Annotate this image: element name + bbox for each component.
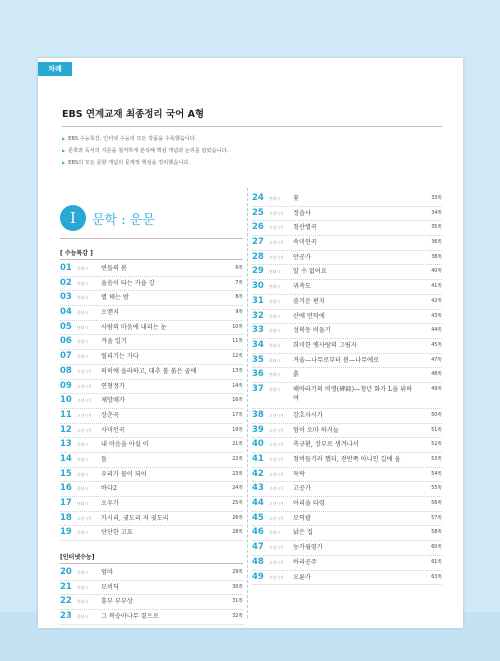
entry-genre: 고전시가 (77, 368, 92, 374)
entry-number: 46 (252, 527, 264, 538)
entry-number: 41 (252, 454, 264, 464)
entry-number: 45 (252, 512, 264, 523)
toc-entry[interactable] (60, 526, 243, 541)
entry-page: 7쪽 (235, 280, 243, 286)
entry-page: 57쪽 (431, 515, 442, 521)
entry-page: 12쪽 (232, 354, 243, 360)
entry-number: 35 (252, 354, 264, 365)
toc-entry[interactable] (252, 468, 442, 483)
entry-genre: 현대시 (77, 456, 89, 462)
intro-note: ▶ EBS 수능특강, 인터넷 수능의 모든 작품을 수록했습니다. (62, 133, 442, 145)
entry-title: 내 마음을 아실 이 (101, 441, 149, 449)
unit-heading (60, 198, 243, 239)
entry-title: 산에 언덕에 (293, 312, 325, 320)
entry-genre: 현대시 (77, 354, 89, 360)
toc-entry[interactable] (252, 383, 442, 409)
entry-page: 43쪽 (431, 313, 442, 319)
unit-number-badge: I (60, 205, 86, 231)
entry-genre: 고전시가 (269, 412, 284, 418)
entry-page: 36쪽 (431, 240, 442, 246)
toc-left-column (60, 198, 243, 625)
entry-title: 바다2 (101, 485, 117, 493)
entry-number: 26 (252, 222, 264, 233)
entry-genre: 고전시가 (269, 240, 284, 246)
entry-title: 독락 (293, 470, 305, 478)
toc-entry[interactable] (60, 321, 243, 336)
entry-number: 16 (60, 483, 72, 494)
entry-number: 03 (60, 292, 72, 303)
entry-genre: 고전시가 (269, 559, 284, 565)
toc-entry[interactable] (252, 207, 442, 222)
toc-entry[interactable] (252, 453, 442, 468)
entry-genre: 현대시 (77, 295, 89, 301)
entry-genre: 현대시 (77, 324, 89, 330)
entry-title: 제망매가 (101, 397, 125, 405)
entry-title: 즐거운 편지 (293, 297, 325, 305)
entry-title: 떨리기는 가다 (101, 353, 139, 361)
entry-genre: 고전시가 (77, 427, 92, 433)
entry-number: 37 (252, 383, 264, 394)
entry-page: 58쪽 (431, 530, 442, 536)
entry-page: 47쪽 (431, 357, 442, 363)
section-heading: [ 수능특강 ] (60, 245, 243, 260)
entry-number: 17 (60, 498, 72, 508)
toc-right-column (252, 192, 442, 585)
entry-title: 낡은 집 (293, 529, 313, 537)
entry-page: 6쪽 (235, 266, 243, 271)
entry-page: 32쪽 (232, 614, 243, 620)
entry-genre: 현대시 (269, 269, 281, 275)
entry-genre: 고전시가 (269, 501, 284, 507)
toc-entry[interactable] (60, 595, 243, 610)
entry-number: 19 (60, 527, 72, 538)
entry-page: 55쪽 (431, 486, 442, 492)
entry-title: 속미인곡 (293, 239, 317, 247)
entry-title: 바리공주 (293, 558, 317, 566)
entry-title: 어리을 타령 (293, 500, 325, 508)
unit-title: 문학 : 운문 (92, 212, 155, 228)
entry-number: 32 (252, 310, 264, 321)
section-gap (60, 541, 243, 549)
entry-title: 가시리, 귓도리 저 귓도리 (101, 514, 169, 522)
entry-genre: 고전시가 (269, 471, 284, 477)
toc-entry[interactable] (60, 335, 243, 350)
entry-genre: 고전시가 (269, 225, 284, 231)
entry-page: 56쪽 (431, 501, 442, 507)
entry-number: 04 (60, 307, 72, 318)
toc-entry[interactable] (60, 380, 243, 395)
entry-page: 23쪽 (232, 471, 243, 477)
entry-number: 20 (60, 567, 72, 578)
entry-title: 돌 (101, 455, 107, 463)
toc-entry[interactable] (60, 610, 243, 625)
toc-entry[interactable] (252, 571, 442, 586)
entry-genre: 현대시 (77, 614, 89, 620)
entry-title: 청버들기러 했더, 전반쪽 아니인 길에 올 (293, 456, 401, 463)
entry-genre: 현대시 (77, 280, 89, 286)
entry-number: 25 (252, 207, 264, 218)
entry-number: 07 (60, 351, 72, 362)
toc-entry[interactable] (60, 497, 243, 512)
entry-number: 05 (60, 321, 72, 332)
toc-entry[interactable] (60, 306, 243, 321)
entry-page: 30쪽 (232, 584, 243, 590)
entry-page: 35쪽 (431, 225, 442, 231)
entry-page: 10쪽 (232, 324, 243, 330)
entry-number: 29 (252, 266, 264, 277)
entry-page: 50쪽 (431, 412, 442, 418)
toc-entry[interactable] (252, 556, 442, 571)
entry-number: 06 (60, 336, 72, 347)
entry-genre: 현대시 (269, 298, 281, 304)
toc-entry[interactable] (60, 468, 243, 483)
toc-entry[interactable] (252, 409, 442, 424)
entry-page: 60쪽 (431, 545, 442, 551)
entry-number: 02 (60, 277, 72, 288)
entry-genre: 현대시 (77, 266, 89, 271)
entry-genre: 현대시 (77, 570, 89, 576)
entry-number: 24 (252, 193, 264, 203)
toc-page (38, 58, 463, 628)
entry-genre: 고전시가 (269, 442, 284, 448)
toc-entry[interactable] (60, 262, 243, 277)
toc-tab-label: 차례 (38, 62, 72, 76)
entry-number: 22 (60, 596, 72, 607)
entry-genre: 현대시 (269, 196, 281, 201)
entry-genre: 현대시 (269, 342, 281, 348)
entry-number: 31 (252, 295, 264, 306)
entry-genre: 고전시가 (269, 427, 284, 433)
entry-page: 31쪽 (232, 599, 243, 605)
entry-page: 41쪽 (431, 284, 442, 290)
entry-page: 42쪽 (431, 298, 442, 304)
entry-page: 53쪽 (431, 457, 442, 462)
toc-entry[interactable] (60, 566, 243, 581)
entry-genre: 현대시 (77, 530, 89, 536)
toc-entry[interactable] (252, 192, 442, 207)
toc-entry[interactable] (252, 438, 442, 453)
toc-entry[interactable] (252, 324, 442, 339)
entry-title: 별 헤는 밤 (101, 294, 129, 302)
entry-title: 겨울 일기 (101, 338, 127, 346)
column-divider (247, 188, 248, 618)
entry-title: 성북동 비둘기 (293, 327, 331, 335)
toc-entry[interactable] (60, 277, 243, 292)
entry-number: 34 (252, 339, 264, 350)
toc-entry[interactable] (60, 581, 243, 596)
entry-title: 오우가 (101, 500, 119, 507)
entry-number: 44 (252, 498, 264, 509)
entry-title: 알 수 없어요 (293, 268, 327, 276)
entry-page: 34쪽 (431, 210, 442, 216)
toc-entry[interactable] (60, 409, 243, 424)
entry-title: 엄이 오마 하거늘 (293, 426, 339, 434)
entry-page: 51쪽 (431, 427, 442, 433)
entry-title: 연형정가 (101, 382, 125, 390)
entry-page: 52쪽 (431, 442, 442, 448)
toc-entry[interactable] (60, 453, 243, 468)
entry-number: 49 (252, 571, 264, 582)
entry-title: 오륜가 (293, 573, 311, 581)
entry-genre: 현대시 (269, 328, 281, 334)
entry-genre: 고전시가 (269, 254, 284, 260)
entry-page: 25쪽 (232, 501, 243, 506)
entry-title: 흙 (293, 371, 299, 379)
entry-title: 울음이 타는 가을 강 (101, 279, 155, 287)
toc-entry[interactable] (60, 512, 243, 527)
entry-number: 48 (252, 556, 264, 567)
entry-number: 47 (252, 542, 264, 553)
entry-number: 36 (252, 369, 264, 380)
entry-page: 13쪽 (232, 368, 243, 374)
entry-title: 강호사시가 (293, 411, 323, 419)
entry-title: 농가월령가 (293, 544, 323, 552)
entry-number: 09 (60, 380, 72, 391)
toc-entry[interactable] (252, 482, 442, 497)
entry-genre: 고전시가 (269, 457, 284, 462)
entry-genre: 현대시 (77, 599, 89, 605)
entry-genre: 고전시가 (77, 383, 92, 389)
entry-title: 정읍사 (293, 209, 311, 217)
entry-title: 엄마 (101, 569, 113, 577)
entry-page: 45쪽 (431, 342, 442, 348)
entry-page: 16쪽 (232, 398, 243, 404)
entry-genre: 현대시 (269, 357, 281, 363)
toc-entry[interactable] (252, 221, 442, 236)
intro-note: ▶ EBS의 모든 문항 개념의 문제적 핵심을 정리했습니다. (62, 157, 442, 169)
section-heading: [인터넷수능] (60, 549, 243, 564)
entry-title: 상춘곡 (101, 411, 119, 419)
entry-title: 사미인곡 (101, 426, 125, 434)
toc-entry[interactable] (252, 295, 442, 310)
entry-page: 33쪽 (431, 196, 442, 201)
entry-genre: 고전시가 (269, 210, 284, 216)
entry-genre: 현대시 (77, 442, 89, 448)
toc-entry[interactable] (60, 394, 243, 409)
entry-page: 38쪽 (431, 254, 442, 260)
entry-page: 17쪽 (232, 412, 243, 418)
entry-page: 48쪽 (431, 372, 442, 378)
entry-genre: 현대시 (77, 471, 89, 477)
entry-number: 23 (60, 611, 72, 622)
entry-title: 꽃 (293, 195, 299, 202)
entry-genre: 고전시가 (269, 574, 284, 580)
entry-title: 빈들의 봄 (101, 265, 127, 272)
entry-title: 겨울—나무로부터 봄—나무에로 (293, 356, 380, 364)
book-header (62, 106, 442, 169)
toc-entry[interactable] (60, 365, 243, 380)
entry-number: 12 (60, 424, 72, 435)
toc-entry[interactable] (252, 368, 442, 383)
toc-entry[interactable] (252, 310, 442, 325)
entry-number: 21 (60, 581, 72, 592)
entry-genre: 고전시가 (269, 545, 284, 551)
entry-genre: 현대시 (269, 386, 281, 392)
entry-number: 08 (60, 365, 72, 376)
toc-entry[interactable] (252, 512, 442, 527)
entry-number: 40 (252, 439, 264, 450)
entry-page: 63쪽 (431, 574, 442, 580)
entry-page: 11쪽 (232, 339, 243, 345)
entry-genre: 고전시가 (269, 486, 284, 492)
entry-title: 그 복숭아나무 곁으로 (101, 613, 159, 621)
entry-title: 귀촉도 (293, 283, 311, 291)
entry-number: 13 (60, 439, 72, 450)
entry-number: 28 (252, 251, 264, 262)
entry-number: 38 (252, 409, 264, 420)
toc-entry[interactable] (252, 497, 442, 512)
entry-genre: 고전시가 (77, 412, 92, 418)
intro-notes (62, 133, 442, 169)
entry-page: 22쪽 (232, 456, 243, 462)
entry-genre: 현대시 (269, 313, 281, 319)
entry-title: 축규환, 장부로 생겨나서 (293, 441, 359, 449)
toc-entry[interactable] (252, 236, 442, 251)
toc-entry[interactable] (252, 354, 442, 369)
entry-title: 모비딕 (101, 583, 119, 591)
entry-page: 40쪽 (431, 269, 442, 275)
entry-title: 청산별곡 (293, 224, 317, 232)
toc-entry[interactable] (252, 251, 442, 266)
entry-page: 29쪽 (232, 570, 243, 576)
toc-entry[interactable] (60, 291, 243, 306)
toc-entry[interactable] (60, 350, 243, 365)
toc-list (252, 192, 442, 585)
entry-title: 사람의 마음에 내리는 눈 (101, 323, 167, 331)
entry-number: 15 (60, 468, 72, 479)
entry-genre: 고전시가 (77, 515, 92, 521)
entry-number: 33 (252, 325, 264, 336)
entry-number: 27 (252, 237, 264, 248)
entry-title: 해바라기의 비명(碑銘)—청년 화가 L을 위하여 (293, 385, 413, 402)
entry-title: 오랜지 (101, 309, 119, 317)
entry-genre: 고전시가 (269, 515, 284, 521)
toc-entry[interactable] (252, 339, 442, 354)
entry-genre: 현대시 (269, 284, 281, 290)
entry-number: 14 (60, 453, 72, 464)
toc-entry[interactable] (252, 526, 442, 541)
entry-page: 14쪽 (232, 383, 243, 389)
toc-entry[interactable] (252, 541, 442, 556)
toc-entry[interactable] (60, 438, 243, 453)
toc-entry[interactable] (60, 424, 243, 439)
entry-genre: 현대시 (77, 339, 89, 345)
entry-number: 42 (252, 468, 264, 479)
entry-title: 단단한 고요 (101, 529, 133, 537)
entry-page: 44쪽 (431, 328, 442, 334)
entry-title: 우리가 물이 되어 (101, 470, 147, 478)
entry-genre: 현대시 (77, 501, 89, 506)
entry-page: 28쪽 (232, 530, 243, 536)
entry-page: 21쪽 (232, 442, 243, 448)
entry-number: 43 (252, 483, 264, 494)
entry-genre: 현대시 (77, 584, 89, 590)
entry-genre: 고전시가 (77, 398, 92, 404)
entry-number: 10 (60, 395, 72, 406)
entry-page: 26쪽 (232, 515, 243, 521)
entry-page: 54쪽 (431, 471, 442, 477)
entry-genre: 현대시 (269, 372, 281, 378)
entry-page: 49쪽 (431, 386, 442, 392)
entry-number: 11 (60, 409, 72, 420)
entry-page: 61쪽 (431, 559, 442, 565)
entry-genre: 현대시 (77, 486, 89, 492)
entry-title: 만공가 (293, 253, 311, 261)
entry-number: 30 (252, 281, 264, 292)
entry-number: 18 (60, 512, 72, 523)
entry-title: 희미한 옛사랑의 그림자 (293, 341, 357, 349)
entry-title: 고공가 (293, 485, 311, 493)
entry-page: 9쪽 (235, 310, 243, 316)
toc-entry[interactable] (252, 280, 442, 295)
entry-page: 24쪽 (232, 486, 243, 492)
toc-entry[interactable] (60, 482, 243, 497)
entry-page: 8쪽 (235, 295, 243, 301)
entry-genre: 현대시 (269, 530, 281, 536)
toc-entry[interactable] (252, 424, 442, 439)
entry-number: 39 (252, 424, 264, 435)
entry-title: 모덕괄 (293, 514, 311, 522)
intro-note: ▶ 문학과 독서의 지문을 철저하게 분석해 핵심 개념과 논리를 담았습니다. (62, 145, 442, 157)
toc-sections (60, 245, 243, 625)
entry-title: 흥부 부부상 (101, 598, 133, 606)
entry-number: 01 (60, 263, 72, 273)
book-title: EBS 연계교재 최종정리 국어 A형 (62, 106, 442, 127)
entry-title: 히히에 올라하고, 대추 볼 붉은 골에 (101, 367, 197, 375)
entry-genre: 현대시 (77, 310, 89, 316)
entry-page: 19쪽 (232, 427, 243, 433)
toc-entry[interactable] (252, 265, 442, 280)
